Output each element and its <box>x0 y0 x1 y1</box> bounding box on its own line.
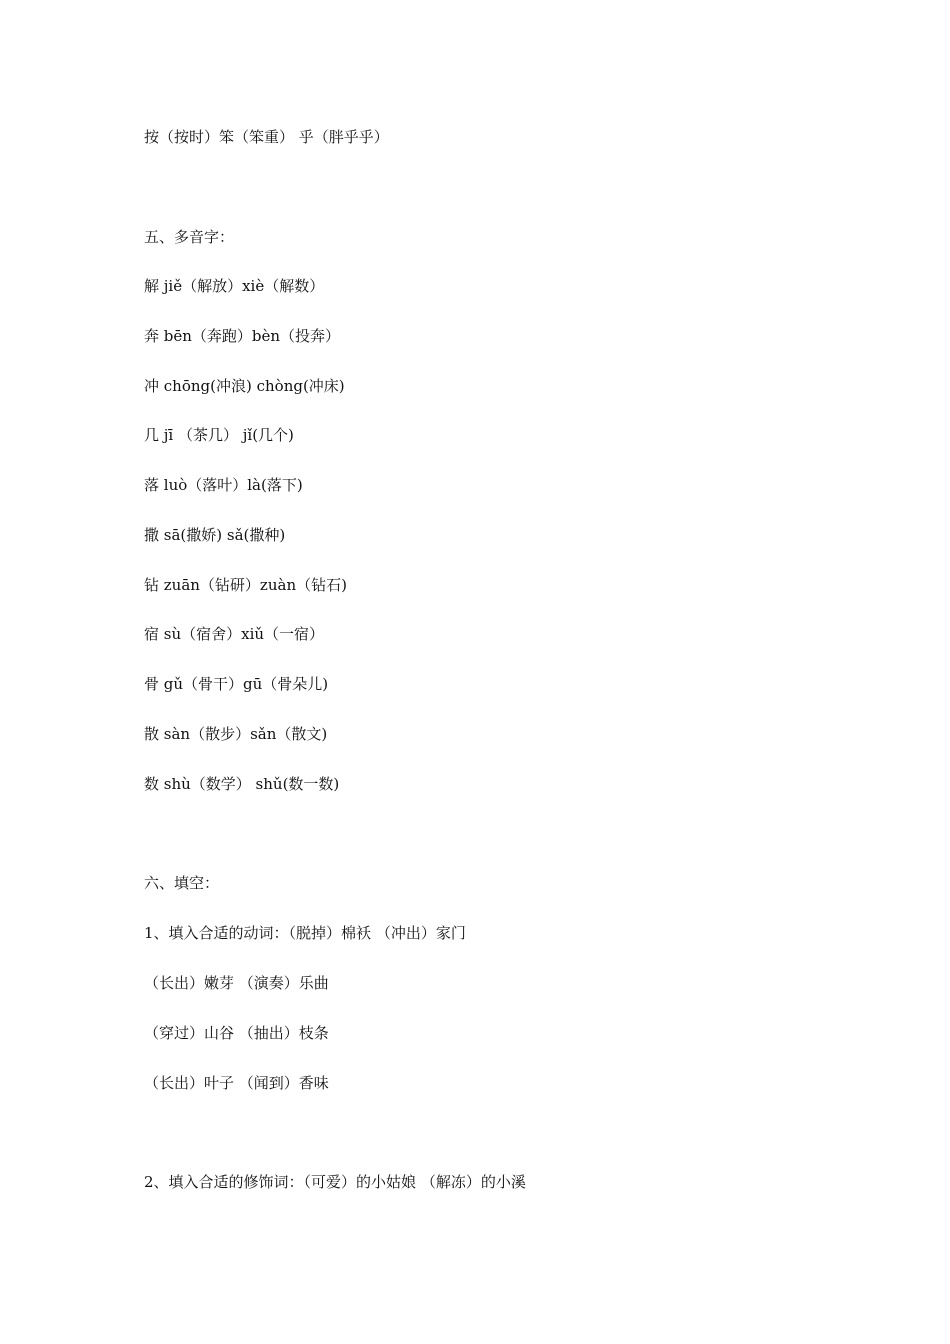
polyphone-item: 解 jiě（解放）xiè（解数） <box>144 277 325 295</box>
polyphone-item: 骨 gǔ（骨干）gū（骨朵儿) <box>144 675 329 693</box>
fill-in-line: （长出）叶子 （闻到）香味 <box>144 1074 329 1092</box>
polyphone-item: 钻 zuān（钻研）zuàn（钻石) <box>144 576 347 594</box>
polyphone-item: 奔 bēn（奔跑）bèn（投奔） <box>144 327 341 345</box>
fill-in-line: （穿过）山谷 （抽出）枝条 <box>144 1024 329 1042</box>
fill-in-question-2: 2、填入合适的修饰词：（可爱）的小姑娘 （解冻）的小溪 <box>144 1173 526 1191</box>
polyphone-item: 落 luò（落叶）là(落下) <box>144 476 303 494</box>
fill-in-line: （长出）嫩芽 （演奏）乐曲 <box>144 974 329 992</box>
section-heading-polyphones: 五、多音字： <box>144 228 235 246</box>
polyphone-item: 冲 chōng(冲浪) chòng(冲床) <box>144 377 345 395</box>
text-line-top: 按（按时）笨（笨重） 乎（胖乎乎） <box>144 128 389 146</box>
polyphone-item: 散 sàn（散步）sǎn（散文) <box>144 725 328 743</box>
polyphone-item: 数 shù（数学） shǔ(数一数) <box>144 775 340 793</box>
polyphone-item: 宿 sù（宿舍）xiǔ（一宿） <box>144 625 325 643</box>
section-heading-fill-in: 六、填空： <box>144 874 220 892</box>
fill-in-question-1: 1、填入合适的动词：（脱掉）棉袄 （冲出）家门 <box>144 924 466 942</box>
polyphone-item: 撒 sā(撒娇) sǎ(撒种) <box>144 526 286 544</box>
polyphone-item: 几 jī （茶几） jǐ(几个) <box>144 426 294 444</box>
